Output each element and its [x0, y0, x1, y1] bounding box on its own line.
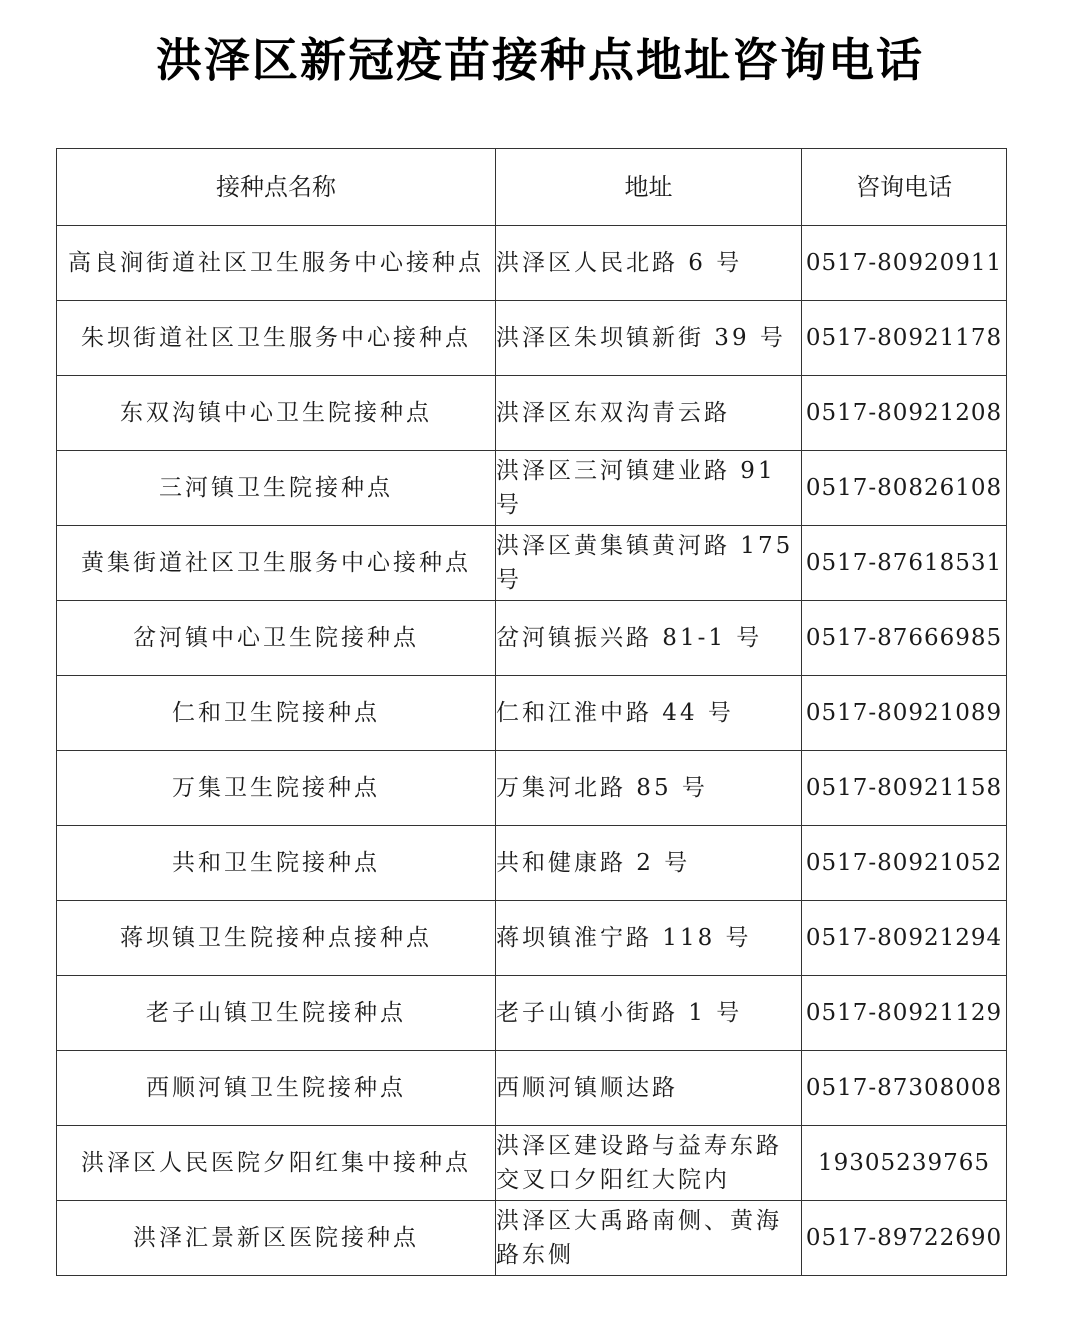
site-name: 岔河镇中心卫生院接种点	[57, 601, 496, 676]
table-row	[57, 751, 1007, 826]
site-name: 黄集街道社区卫生服务中心接种点	[57, 526, 496, 601]
site-address: 洪泽区人民北路 6 号	[496, 226, 802, 301]
site-phone: 0517-80826108	[802, 451, 1007, 526]
table-row	[57, 1126, 1007, 1201]
site-phone: 0517-80921208	[802, 376, 1007, 451]
site-name: 老子山镇卫生院接种点	[57, 976, 496, 1051]
table-row	[57, 226, 1007, 301]
site-name: 仁和卫生院接种点	[57, 676, 496, 751]
table-row	[57, 301, 1007, 376]
table-row	[57, 451, 1007, 526]
page-title: 洪泽区新冠疫苗接种点地址咨询电话	[156, 33, 924, 87]
table-row	[57, 376, 1007, 451]
site-address: 岔河镇振兴路 81-1 号	[496, 601, 802, 676]
site-address: 西顺河镇顺达路	[496, 1051, 802, 1126]
site-name: 东双沟镇中心卫生院接种点	[57, 376, 496, 451]
site-name: 三河镇卫生院接种点	[57, 451, 496, 526]
site-name: 共和卫生院接种点	[57, 826, 496, 901]
site-phone: 0517-89722690	[802, 1201, 1007, 1276]
site-address: 洪泽区朱坝镇新街 39 号	[496, 301, 802, 376]
site-address: 共和健康路 2 号	[496, 826, 802, 901]
site-address: 洪泽区黄集镇黄河路 175 号	[496, 526, 802, 601]
site-address: 仁和江淮中路 44 号	[496, 676, 802, 751]
site-address: 洪泽区三河镇建业路 91 号	[496, 451, 802, 526]
site-phone: 0517-80920911	[802, 226, 1007, 301]
site-phone: 0517-80921129	[802, 976, 1007, 1051]
site-address: 洪泽区东双沟青云路	[496, 376, 802, 451]
site-address: 蒋坝镇淮宁路 118 号	[496, 901, 802, 976]
site-address: 老子山镇小街路 1 号	[496, 976, 802, 1051]
table-row	[57, 826, 1007, 901]
table-row	[57, 901, 1007, 976]
header-name: 接种点名称	[57, 149, 496, 226]
header-address: 地址	[496, 149, 802, 226]
site-name: 西顺河镇卫生院接种点	[57, 1051, 496, 1126]
site-address: 万集河北路 85 号	[496, 751, 802, 826]
table-header-row	[57, 149, 1007, 226]
site-name: 洪泽汇景新区医院接种点	[57, 1201, 496, 1276]
table-row	[57, 976, 1007, 1051]
site-address: 洪泽区大禹路南侧、黄海路东侧	[496, 1201, 802, 1276]
site-name: 高良涧街道社区卫生服务中心接种点	[57, 226, 496, 301]
site-name: 洪泽区人民医院夕阳红集中接种点	[57, 1126, 496, 1201]
site-name: 万集卫生院接种点	[57, 751, 496, 826]
site-phone: 0517-87308008	[802, 1051, 1007, 1126]
site-phone: 0517-80921089	[802, 676, 1007, 751]
site-address: 洪泽区建设路与益寿东路交叉口夕阳红大院内	[496, 1126, 802, 1201]
site-phone: 0517-80921294	[802, 901, 1007, 976]
table-row	[57, 676, 1007, 751]
site-phone: 0517-80921178	[802, 301, 1007, 376]
site-name: 朱坝街道社区卫生服务中心接种点	[57, 301, 496, 376]
table-row	[57, 1051, 1007, 1126]
table-row	[57, 526, 1007, 601]
table-row	[57, 1201, 1007, 1276]
table-row	[57, 601, 1007, 676]
site-phone: 0517-80921052	[802, 826, 1007, 901]
header-phone: 咨询电话	[802, 149, 1007, 226]
site-phone: 19305239765	[802, 1126, 1007, 1201]
vaccination-sites-table	[56, 148, 1007, 1276]
site-phone: 0517-87666985	[802, 601, 1007, 676]
site-phone: 0517-80921158	[802, 751, 1007, 826]
site-name: 蒋坝镇卫生院接种点接种点	[57, 901, 496, 976]
site-phone: 0517-87618531	[802, 526, 1007, 601]
